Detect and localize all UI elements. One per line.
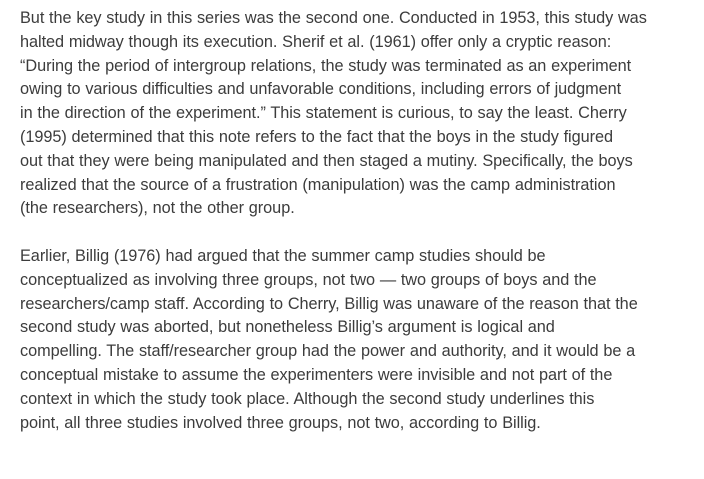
text-line: “During the period of intergroup relations, the study was terminated as an experiment (20, 56, 632, 75)
text-line: compelling. The staff/researcher group had the power and authority, and it would be a (20, 342, 636, 361)
text-line: realized that the source of a frustration (manipulation) was the camp administration (20, 175, 616, 194)
text-line: (1995) determined that this note refers to the fact that the boys in the study figured (20, 127, 614, 146)
paragraph-1 (20, 7, 700, 221)
text-line: out that they were being manipulated and then staged a mutiny. Specifically, the boys (20, 151, 633, 170)
text-line: in the direction of the experiment.” This statement is curious, to say the least. Cherry (20, 104, 627, 123)
article-body (20, 7, 700, 435)
text-line: But the key study in this series was the second one. Conducted in 1953, this study was (20, 9, 647, 27)
text-line: conceptual mistake to assume the experimenters were invisible and not part of the (20, 365, 613, 384)
text-line: owing to various difficulties and unfavorable conditions, including errors of judgment (20, 80, 622, 99)
paragraph-2 (20, 245, 700, 435)
paragraph-spacer (20, 221, 700, 245)
text-line: researchers/camp staff. According to Cherry, Billig was unaware of the reason that the (20, 294, 638, 313)
text-line: context in which the study took place. Although the second study underlines this (20, 389, 595, 408)
text-line: halted midway though its execution. Sherif et al. (1961) offer only a cryptic reason: (20, 32, 612, 51)
text-line: second study was aborted, but nonetheless Billig’s argument is logical and (20, 318, 555, 337)
text-line: Earlier, Billig (1976) had argued that the summer camp studies should be (20, 246, 546, 265)
text-line: conceptualized as involving three groups, not two — two groups of boys and the (20, 270, 597, 289)
text-line: (the researchers), not the other group. (20, 199, 295, 218)
text-line: point, all three studies involved three groups, not two, according to Billig. (20, 413, 541, 432)
